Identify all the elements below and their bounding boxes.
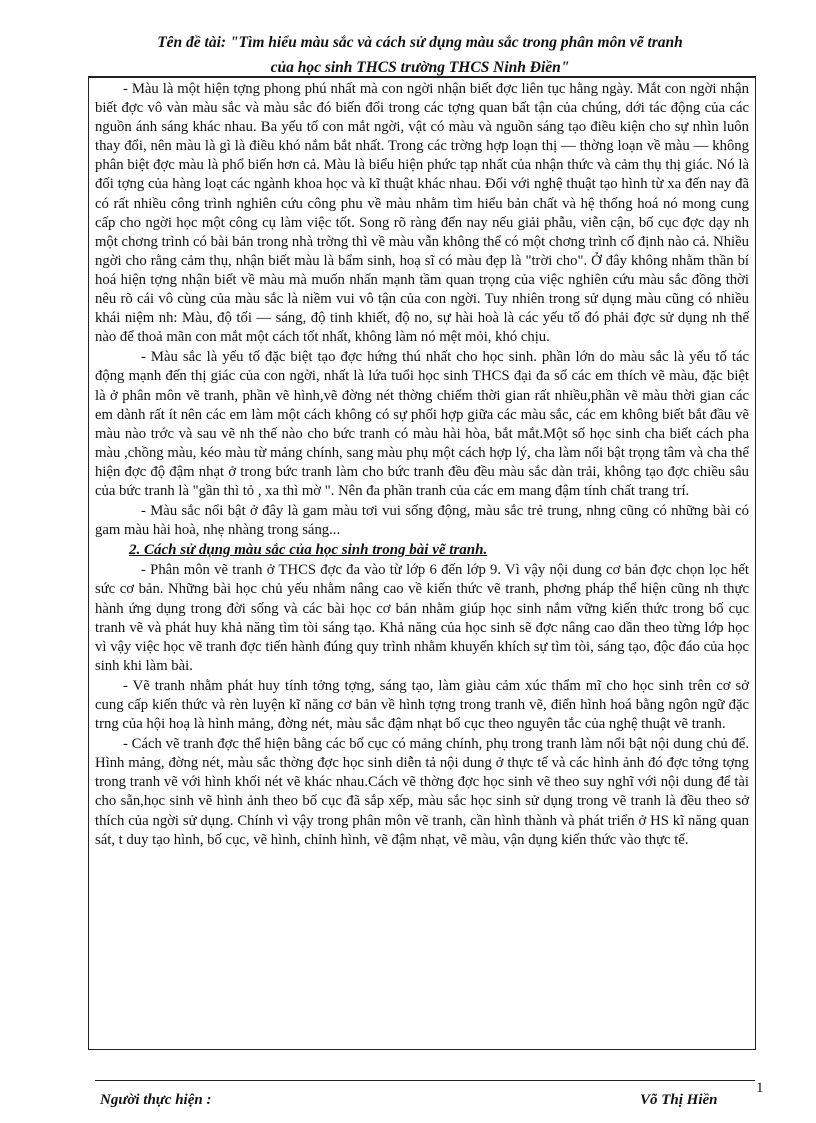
paragraph-color-gamut: - Màu sắc nổi bật ở đây là gam màu tơi vui sống động, màu sắc trẻ trung, nhng cũng có những bài có gam màu hài hoà, nhẹ nhàng trong sáng... — [95, 503, 749, 539]
author-label: Người thực hiện : — [100, 1092, 212, 1108]
page-number: 1 — [756, 1080, 764, 1096]
document-footer — [100, 1080, 764, 1112]
paragraph-student-interest: - Màu sắc là yếu tố đặc biệt tạo đợc hứng thú nhất cho học sinh. phần lớn do màu sắc là yếu tố tác động mạnh đến thị giác của con ngời, nhất là lứa tuổi học sinh THCS đại đa số các em thích vẽ màu, đặc biệt là ở phân môn vẽ tranh, phần vẽ hình,vẽ đờng nét thờng chiếm thời gian rất nhiều,phần vẽ màu thời gian các em dành rất ít nên các em làm một cách không có sự phối hợp giữa các màu sắc, các em không biết bắt đầu vẽ màu nào trớc và sau vẽ nh thế nào cho bức tranh có màu hài hòa, bắt mắt.Một số học sinh cha biết cách pha màu ,chồng màu, kéo màu từ mảng chính, sang màu phụ một cách hợp lý, cha làm nổi bật trọng tâm và cha thể hiện đợc độ đậm nhạt ở trong bức tranh làm cho bức tranh đều đều màu sắc dàn trải, không tạo đợc chiều sâu của bức tranh là "gần thì tỏ , xa thì mờ ". Nên đa phần tranh của các em mang đậm tính chất trang trí. — [95, 349, 749, 499]
header-title-line-2: của học sinh THCS trường THCS Ninh Điền" — [270, 59, 570, 76]
paragraph-creativity: - Vẽ tranh nhằm phát huy tính tởng tợng, sáng tạo, làm giàu cảm xúc thẩm mĩ cho học sinh trên cơ sở cung cấp kiến thức và rèn luyện kĩ năng cơ bản về hình tợng trong tranh vẽ, điển hình hoá bằng ngôn ngữ đặc trng của hội hoạ là hình mảng, đờng nét, màu sắc đậm nhạt bố cục theo nguyên tắc của nghệ thuật vẽ tranh. — [95, 677, 749, 733]
section-heading: 2. Cách sử dụng màu sắc của học sinh trong bài vẽ tranh. — [129, 542, 488, 559]
paragraph-curriculum: - Phân môn vẽ tranh ở THCS đợc đa vào từ lớp 6 đến lớp 9. Vì vậy nội dung cơ bản đợc chọn lọc hết sức cơ bản. Những bài học chủ yếu nhằm nâng cao về kiến thức vẽ tranh, phơng pháp thể hiện cũng nh thực hành ứng dụng trong đời sống và các bài học cơ bản nhằm giúp học sinh nắm vững kiến thức trong bố cục tranh vẽ và phát huy khả năng tìm tòi sáng tạo. Khả năng của học sinh sẽ đợc nâng cao dần theo từng lớp học vì vậy việc học vẽ tranh đợc tiến hành đúng quy trình nhằm khuyến khích sự tìm tòi, sáng tạo, độc đáo của học sinh khi làm bài. — [95, 562, 749, 674]
author-name: Võ Thị Hiền — [640, 1092, 718, 1108]
paragraph-drawing-method: - Cách vẽ tranh đợc thể hiện bằng các bố cục có mảng chính, phụ trong tranh làm nổi bật nội dung chủ để. Hình mảng, đờng nét, màu sắc thờng đợc học sinh diễn tả nội dung ở thực tế và các hình ảnh đó đợc tởng tợng trong tranh vẽ với hình khối nét vẽ khác nhau.Cách vẽ thờng đợc học sinh vẽ theo suy nghĩ với nội dung để tài cho sẵn,học sinh vẽ hình ảnh theo bố cục đã sắp xếp, màu sắc học sinh sử dụng trong vẽ tranh là đều theo sở thích của ngời sử dụng. Chính vì vậy trong phân môn vẽ tranh, cần hình thành và phát triển ở HS kĩ năng quan sát, t duy tạo hình, bố cục, vẽ hình, chỉnh hình, vẽ đậm nhạt, vẽ màu, vận dụng kiến thức vào thực tế. — [95, 736, 749, 848]
document-body — [95, 80, 749, 851]
header-title-line-1: Tên đề tài: "Tìm hiểu màu sắc và cách sử dụng màu sắc trong phân môn vẽ tranh — [157, 34, 683, 51]
footer-rule — [95, 1080, 755, 1081]
paragraph-color-perception: - Màu là một hiện tợng phong phú nhất mà con ngời nhận biết đợc liên tục hằng ngày. Mắt con ngời nhận biết đợc vô vàn màu sắc và màu sắc đó biến đổi trong các tợng quan bất tận của chúng, dới tác động của các nguồn ánh sáng khác nhau. Ba yếu tố con mắt ngời, vật có màu và nguồn sáng tạo điều kiện cho sự nhìn luôn thay đổi, nên màu là gì là điều khó nắm bắt nhất. Trong các trờng hợp loạn thị — thờng loạn về màu — không phân biệt đợc màu là phổ biến hơn cả. Màu là biểu hiện phức tạp nhất của nhận thức và cảm thụ thị giác. Nó là đối tợng của hàng loạt các ngành khoa học và kĩ thuật khác nhau. Đối với nghệ thuật tạo hình từ xa đến nay đã có rất nhiều công trình nghiên cứu công phu về màu nhằm tìm hiểu bản chất và hệ thống hoá nó mong cung cấp cho ngời học một công cụ làm việc tốt. Song rõ ràng đến nay nếu giải phẫu, viễn cận, bố cục đợc dạy nh một chơng trình có bài bản trong nhà trờng thì về màu vẫn không thể có một chơng trình cố định nào cả. Nhiều ngời cho rằng cảm thụ, nhận biết màu là bẩm sinh, hoạ sĩ có màu đẹp là "trời cho". Ở đây không nhằm thần bí hoá hiện tợng nhận biết về màu mà muốn nhấn mạnh tầm quan trọng của việc nghiên cứu màu sắc đồng thời nêu rõ cái vô cùng của màu sắc là niềm vui vô tận của con ngời. Tuy nhiên trong sử dụng màu cũng có nhiều khái niệm nh: Màu, độ tối — sáng, độ tinh khiết, độ no, sự hài hoà là các yếu tố đó phải đợc sử dụng nh thế nào để thoả mãn con mắt một cách tốt nhất, không làm nó mệt mỏi, khó chịu. — [95, 81, 749, 346]
document-header — [95, 30, 745, 80]
